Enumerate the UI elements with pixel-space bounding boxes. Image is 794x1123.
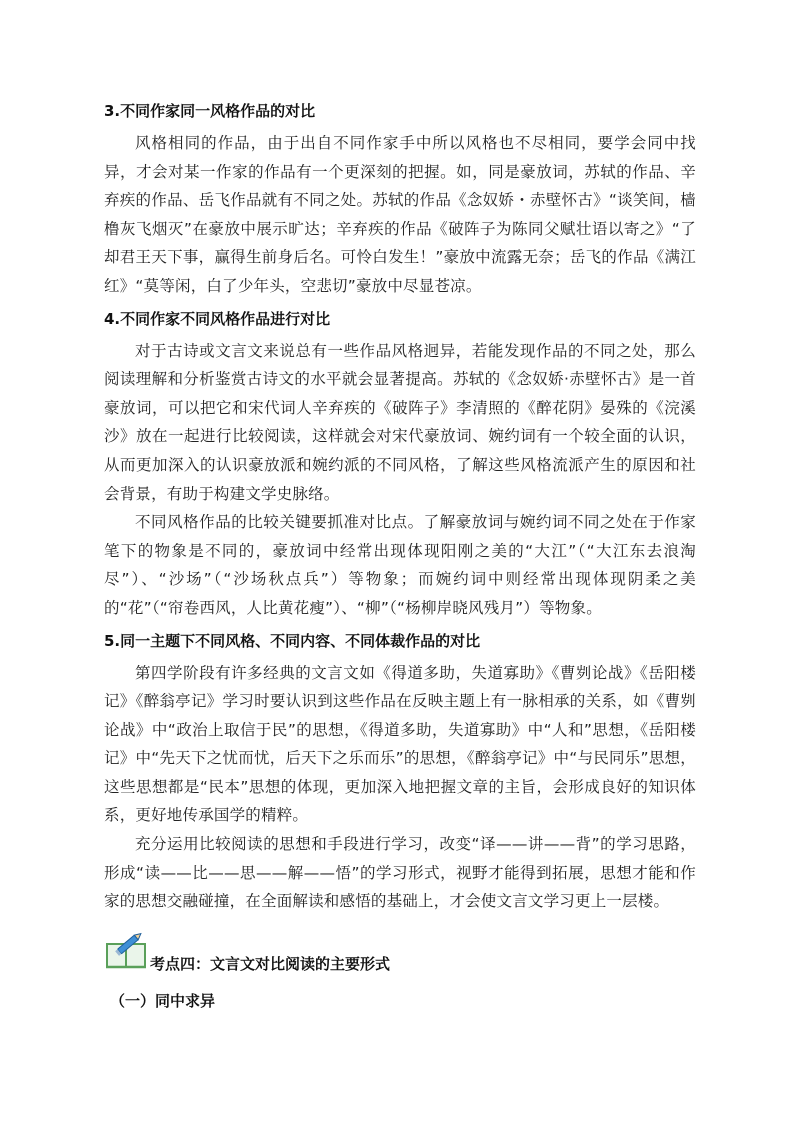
paragraph-point-3: 风格相同的作品，由于出自不同作家手中所以风格也不尽相同，要学会同中找异，才会对某一作家的作品有一个更深刻的把握。如，同是豪放词，苏轼的作品、辛弃疾的作品、岳飞作品就有不同之处。苏轼的作品《念奴娇・赤壁怀古》“谈笑间，樯橹灰飞烟灭”在豪放中展示旷达；辛弃疾的作品《破阵子为陈同父赋壮语以寄之》“了却君王天下事，赢得生前身后名。可怜白发生！”豪放中流露无奈；岳飞的作品《满江红》“莫等闲，白了少年头，空悲切”豪放中尽显苍凉。 [104,134,696,295]
section-title: 考点四：文言文对比阅读的主要形式 [150,955,391,973]
document-body [104,97,696,916]
heading-point-4: 4.不同作家不同风格作品进行对比 [104,309,331,328]
paragraph-point-4b: 不同风格作品的比较关键要抓准对比点。了解豪放词与婉约词不同之处在于作家笔下的物象是不同的，豪放词中经常出现体现阳刚之美的“大江”（“大江东去浪淘尽”）、“沙场”（“沙场秋点兵”）等物象；而婉约词中则经常出现体现阴柔之美的“花”（“帘卷西风，人比黄花瘦”）、“柳”（“杨柳岸晓风残月”）等物象。 [104,513,696,617]
subheading: （一）同中求异 [110,992,216,1010]
paragraph-point-5a: 第四学阶段有许多经典的文言文如《得道多助，失道寡助》《曹刿论战》《岳阳楼记》《醉翁亭记》学习时要认识到这些作品在反映主题上有一脉相承的关系，如《曹刿论战》中“政治上取信于民”的思想，《得道多助，失道寡助》中“人和”思想，《岳阳楼记》中“先天下之忧而忧，后天下之乐而乐”的思想，《醉翁亭记》中“与民同乐”思想，这些思想都是“民本”思想的体现，更加深入地把握文章的主旨，会形成良好的知识体系，更好地传承国学的精粹。 [104,663,696,825]
section-header [104,930,664,973]
paragraph-point-5b: 充分运用比较阅读的思想和手段进行学习，改变“译——讲——背”的学习思路，形成“读——比——思——解——悟”的学习形式，视野才能得到拓展，思想才能和作家的思想交融碰撞，在全面解读和感悟的基础上，才会使文言文学习更上一层楼。 [104,835,696,911]
book-pencil-icon [104,930,150,970]
paragraph-point-4a: 对于古诗或文言文来说总有一些作品风格迥异，若能发现作品的不同之处，那么阅读理解和分析鉴赏古诗文的水平就会显著提高。苏轼的《念奴娇·赤壁怀古》是一首豪放词，可以把它和宋代词人辛弃疾的《破阵子》李清照的《醉花阴》晏殊的《浣溪沙》放在一起进行比较阅读，这样就会对宋代豪放词、婉约词有一个较全面的认识，从而更加深入的认识豪放派和婉约派的不同风格，了解这些风格流派产生的原因和社会背景，有助于构建文学史脉络。 [104,341,696,503]
heading-point-3: 3.不同作家同一风格作品的对比 [104,102,316,120]
heading-point-5: 5.同一主题下不同风格、不同内容、不同体裁作品的对比 [104,631,481,650]
